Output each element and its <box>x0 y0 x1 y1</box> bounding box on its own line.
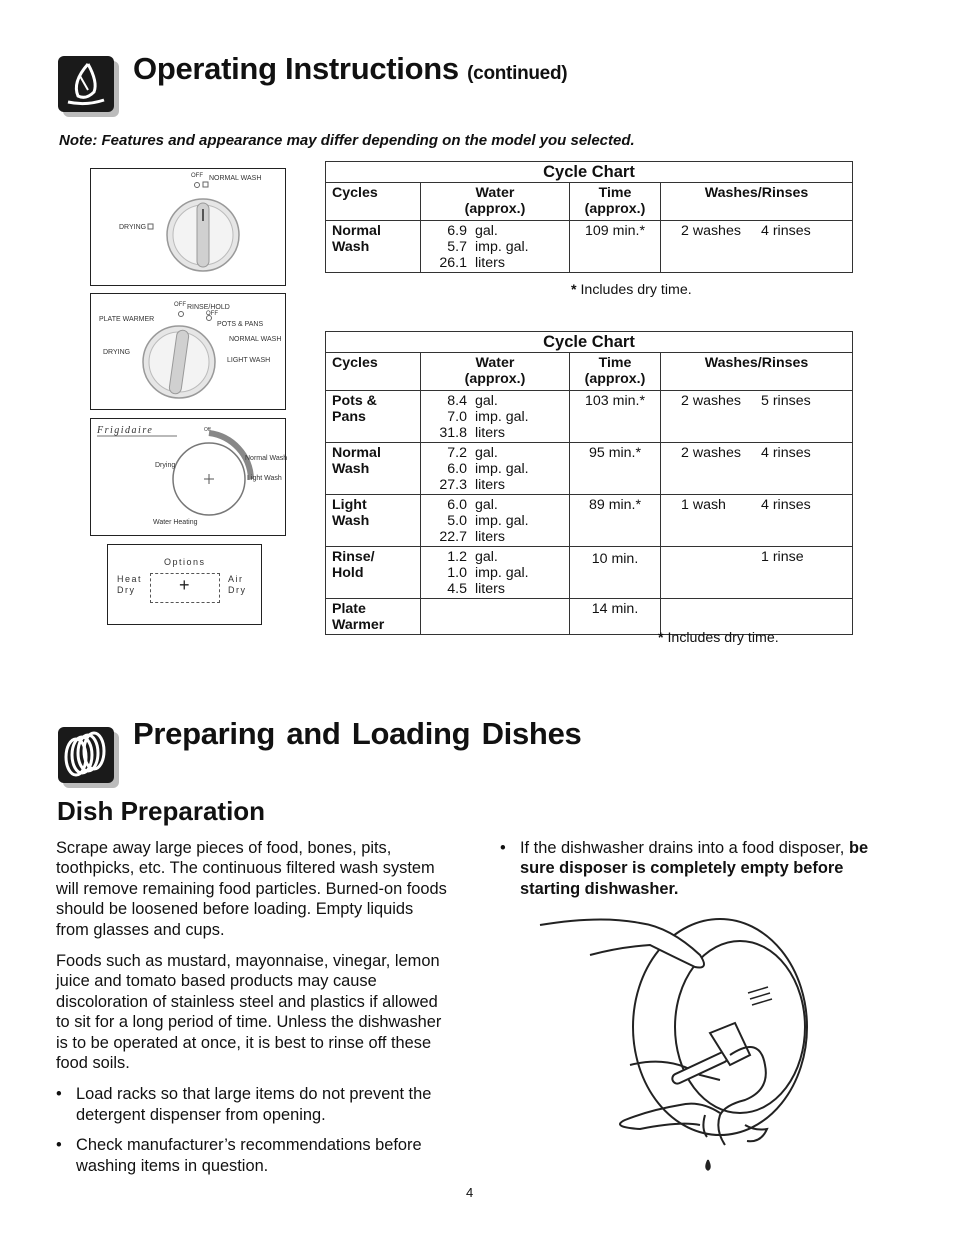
operating-icon <box>58 56 114 112</box>
chart2-header-water: Water (approx.) <box>421 353 570 391</box>
chart2-title: Cycle Chart <box>326 332 853 353</box>
table-row: Normal Wash 6.9 gal. 5.7 imp. gal. 26.1 liters 109 min.* 2 washes 4 rinses <box>326 221 853 273</box>
air-dry-label: Air Dry <box>228 574 247 595</box>
continued-label: (continued) <box>467 63 568 84</box>
page-title: Operating Instructions (continued) <box>133 51 568 86</box>
chart2-header-time: Time (approx.) <box>570 353 661 391</box>
cycle-chart-2 <box>325 331 853 635</box>
section-subtitle: Dish Preparation <box>57 796 266 826</box>
cycle-chart-1 <box>325 161 853 273</box>
chart1-footnote: * Includes dry time. <box>571 282 692 298</box>
chart2-footnote: * Includes dry time. <box>658 630 779 646</box>
heat-dry-label: Heat Dry <box>117 574 143 595</box>
chart1-header-cycles: Cycles <box>326 183 421 221</box>
table-row: Light Wash 6.0 gal. 5.0 imp. gal. 22.7 liters 89 min.* 1 wash 4 rinses <box>326 495 853 547</box>
control-panel-1: OFF NORMAL WASH DRYING <box>90 168 286 286</box>
options-panel: Options + Heat Dry Air Dry <box>107 544 262 625</box>
model-note: Note: Features and appearance may differ depending on the model you selected. <box>59 132 635 149</box>
list-item: • Check manufacturer’s recommendations before washing items in question. <box>56 1135 450 1176</box>
chart1-header-water: Water (approx.) <box>421 183 570 221</box>
right-column <box>500 838 900 909</box>
list-item: • Load racks so that large items do not prevent the detergent dispenser from opening. <box>56 1084 450 1125</box>
page-number: 4 <box>466 1185 474 1200</box>
chart1-header-time: Time (approx.) <box>570 183 661 221</box>
section-title: Preparing and Loading Dishes <box>133 716 582 751</box>
paragraph: Foods such as mustard, mayonnaise, vinegar, lemon juice and tomato based products may cause discoloration of stainless steel and plastics if allowed to sit for a long period of time. Unless the dishwasher is to be operated at once, it is best to rinse off these food soils. <box>56 952 442 1073</box>
table-row: Plate Warmer 14 min. <box>326 599 853 635</box>
table-row: Rinse/ Hold 1.2 gal. 1.0 imp. gal. 4.5 liters 10 min. 1 rinse <box>326 547 853 599</box>
chart2-header-washes: Washes/Rinses <box>661 353 853 391</box>
list-item: • If the dishwasher drains into a food disposer, be sure disposer is completely empty before starting dishwasher. <box>500 838 900 899</box>
control-panel-2: OFF RINSE/HOLD OFF PLATE WARMER POTS & PANS NORMAL WASH DRYING LIGHT WASH <box>90 293 286 410</box>
table-row: Pots & Pans 8.4 gal. 7.0 imp. gal. 31.8 liters 103 min.* 2 washes 5 rinses <box>326 391 853 443</box>
left-column <box>56 838 450 1186</box>
chart1-header-washes: Washes/Rinses <box>661 183 853 221</box>
dishes-icon <box>58 727 114 783</box>
chart2-header-cycles: Cycles <box>326 353 421 391</box>
scraping-plate-illustration <box>530 915 830 1175</box>
chart1-title: Cycle Chart <box>326 162 853 183</box>
table-row: Normal Wash 7.2 gal. 6.0 imp. gal. 27.3 liters 95 min.* 2 washes 4 rinses <box>326 443 853 495</box>
control-panel-3: Frigidaire Off Normal Wash Light Wash Drying Water Heating <box>90 418 286 536</box>
brand-logo: Frigidaire <box>97 425 154 436</box>
paragraph: Scrape away large pieces of food, bones, pits, toothpicks, etc. The continuous filtered wash system will remove remaining food particles. Burned-on foods should be loosened before loading. Empty liquids from glasses and cups. <box>56 839 447 939</box>
